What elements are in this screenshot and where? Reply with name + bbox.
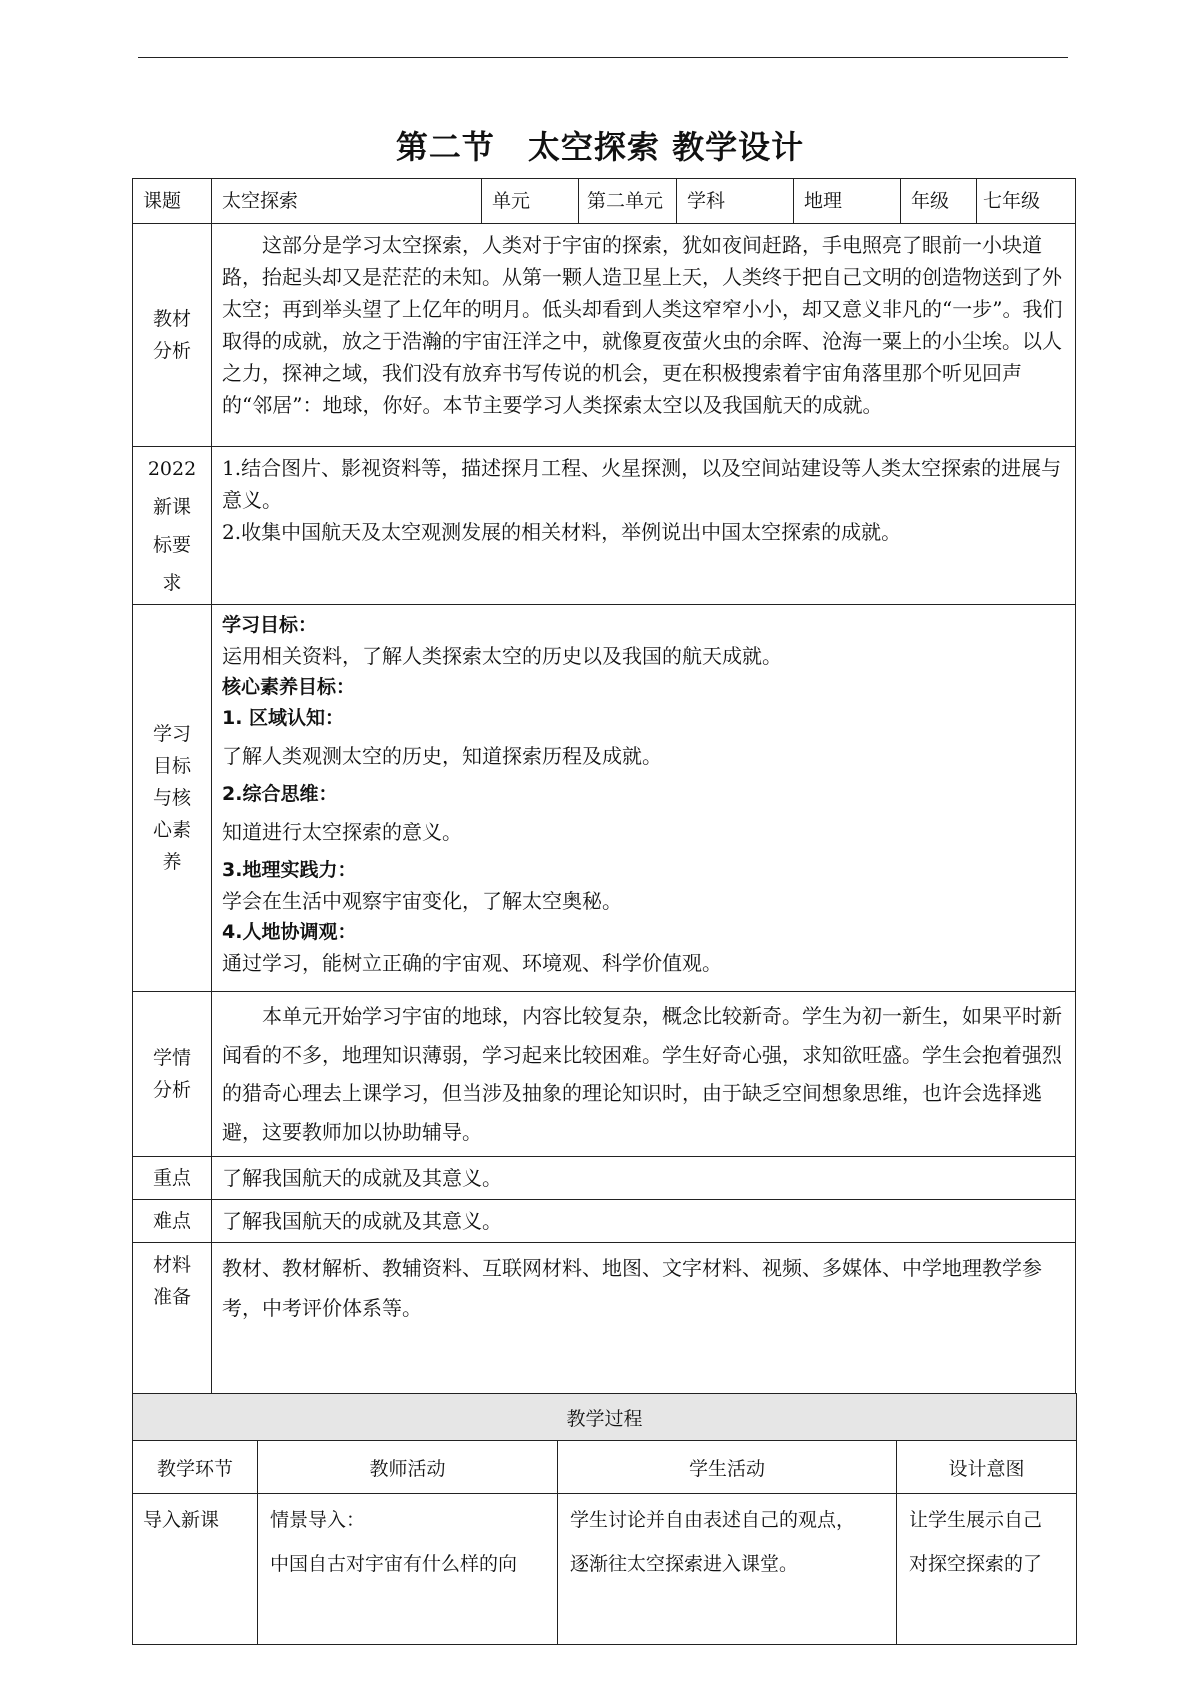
prep-text: 教材、教材解析、教辅资料、互联网材料、地图、文字材料、视频、多媒体、中学地理教学参考，中考评价体系等。 (212, 1243, 1076, 1402)
practice-heading: 3.地理实践力： (222, 859, 357, 881)
subject-value: 地理 (794, 179, 901, 224)
table-row (133, 1494, 1077, 1645)
students-row (133, 992, 1076, 1157)
difficulty-row (133, 1200, 1076, 1243)
harmony-text: 通过学习，能树立正确的宇宙观、环境观、科学价值观。 (222, 951, 722, 975)
key-row (133, 1157, 1076, 1200)
difficulty-text: 了解我国航天的成就及其意义。 (212, 1200, 1076, 1243)
header-rule (138, 57, 1068, 58)
grade-value: 七年级 (977, 179, 1076, 224)
material-row (133, 224, 1076, 447)
process-columns (133, 1441, 1077, 1494)
grade-label: 年级 (901, 179, 977, 224)
harmony-heading: 4.人地协调观： (222, 921, 357, 943)
standard-item-1: 1.结合图片、影视资料等，描述探月工程、火星探测，以及空间站建设等人类太空探索的进展与意义。 (222, 456, 1062, 512)
thinking-heading: 2.综合思维： (222, 783, 338, 805)
process-title-row (133, 1394, 1077, 1441)
practice-text: 学会在生活中观察宇宙变化，了解太空奥秘。 (222, 889, 622, 913)
standard-text (212, 447, 1076, 605)
standard-label: 2022 新课 标要 求 (133, 447, 212, 605)
unit-value: 第二单元 (579, 179, 677, 224)
standard-row (133, 447, 1076, 605)
goals-label: 学习 目标 与核 心素 养 (133, 605, 212, 992)
material-label: 教材 分析 (133, 224, 212, 447)
key-label: 重点 (133, 1157, 212, 1200)
students-label: 学情 分析 (133, 992, 212, 1157)
goals-text (212, 605, 1076, 992)
key-text: 了解我国航天的成就及其意义。 (212, 1157, 1076, 1200)
teacher-cell: 情景导入： 中国自古对宇宙有什么样的向 (258, 1494, 558, 1645)
difficulty-label: 难点 (133, 1200, 212, 1243)
goal-text: 运用相关资料，了解人类探索太空的历史以及我国的航天成就。 (222, 644, 782, 668)
thinking-text: 知道进行太空探索的意义。 (222, 820, 462, 844)
goal-heading: 学习目标： (222, 614, 318, 636)
process-table (132, 1393, 1077, 1645)
subject-label: 学科 (677, 179, 794, 224)
topic-label: 课题 (133, 179, 212, 224)
students-text: 本单元开始学习宇宙的地球，内容比较复杂，概念比较新奇。学生为初一新生，如果平时新闻看的不多，地理知识薄弱，学习起来比较困难。学生好奇心强，求知欲旺盛。学生会抱着强烈的猎奇心理去上课学习，但当涉及抽象的理论知识时，由于缺乏空间想象思维，也许会选择逃避，这要教师加以协助辅导。 (212, 992, 1076, 1157)
goals-row (133, 605, 1076, 992)
col-student: 学生活动 (558, 1441, 897, 1494)
material-text: 这部分是学习太空探索，人类对于宇宙的探索，犹如夜间赶路，手电照亮了眼前一小块道路，抬起头却又是茫茫的未知。从第一颗人造卫星上天，人类终于把自己文明的创造物送到了外太空；再到举头望了上亿年的明月。低头却看到人类这窄窄小小，却又意义非凡的“一步”。我们取得的成就，放之于浩瀚的宇宙汪洋之中，就像夏夜萤火虫的余晖、沧海一粟上的小尘埃。以人之力，探神之域，我们没有放弃书写传说的机会，更在积极搜索着宇宙角落里那个听见回声的“邻居”：地球，你好。本节主要学习人类探索太空以及我国航天的成就。 (212, 224, 1076, 447)
header-row (133, 179, 1076, 224)
prep-label: 材料 准备 (133, 1243, 212, 1402)
page-title: 第二节 太空探索 教学设计 (395, 128, 805, 166)
intent-cell: 让学生展示自己 对探空探索的了 (897, 1494, 1077, 1645)
standard-item-2: 2.收集中国航天及太空观测发展的相关材料，举例说出中国太空探索的成就。 (222, 520, 902, 544)
student-cell: 学生讨论并自由表述自己的观点， 逐渐往太空探索进入课堂。 (558, 1494, 897, 1645)
unit-label: 单元 (482, 179, 579, 224)
process-title: 教学过程 (133, 1394, 1077, 1441)
prep-row (133, 1243, 1076, 1402)
topic-value: 太空探索 (212, 179, 482, 224)
col-intent: 设计意图 (897, 1441, 1077, 1494)
core-heading: 核心素养目标： (222, 676, 356, 698)
lesson-info-table (132, 178, 1076, 1402)
stage-cell: 导入新课 (133, 1494, 258, 1645)
region-text: 了解人类观测太空的历史，知道探索历程及成就。 (222, 744, 662, 768)
region-heading: 1. 区域认知： (222, 707, 345, 729)
col-stage: 教学环节 (133, 1441, 258, 1494)
col-teacher: 教师活动 (258, 1441, 558, 1494)
